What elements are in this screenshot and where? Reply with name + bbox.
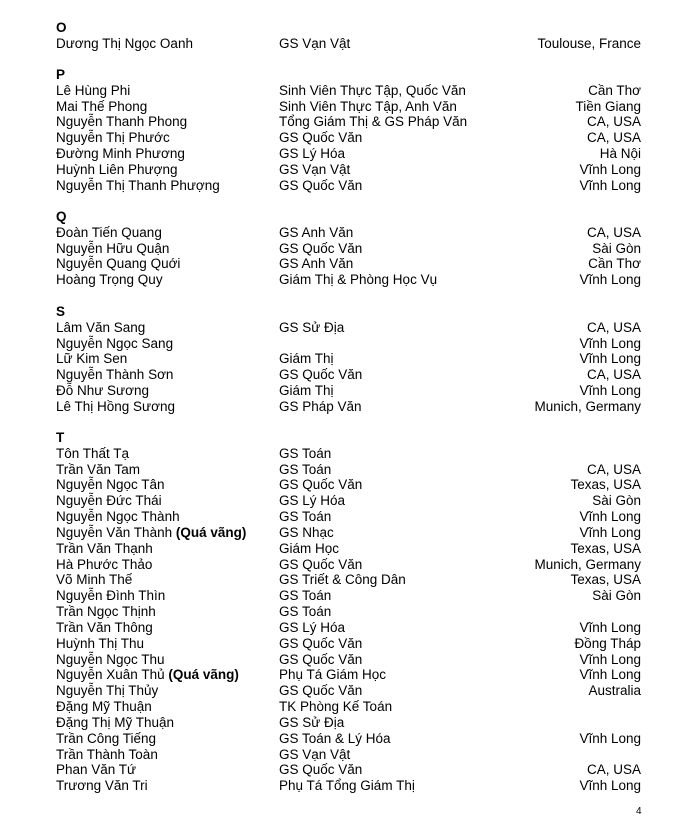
entry-name: Nguyễn Thành Sơn xyxy=(56,367,174,383)
entry-name: Trần Văn Thạnh xyxy=(56,540,153,556)
entry-role: Sinh Viên Thực Tập, Quốc Văn xyxy=(279,82,466,98)
entry-role: GS Toán xyxy=(279,509,332,525)
entry-name-cell xyxy=(56,272,163,288)
directory-entry xyxy=(0,462,698,478)
directory-entry xyxy=(0,715,698,731)
entry-location: Cần Thơ xyxy=(588,82,641,98)
entry-location: CA, USA xyxy=(586,130,641,146)
directory-entry xyxy=(0,130,698,146)
entry-name: Nguyễn Xuân Thủ xyxy=(56,667,165,683)
directory-entry xyxy=(0,604,698,620)
entry-name: Dương Thị Ngọc Oanh xyxy=(56,35,193,51)
entry-name: Đoàn Tiến Quang xyxy=(56,224,162,240)
entry-role: GS Toán xyxy=(279,588,332,604)
entry-location: Tiền Giang xyxy=(575,98,641,114)
directory-entry xyxy=(0,557,698,573)
page-number: 4 xyxy=(636,806,642,817)
directory-entry xyxy=(0,383,698,399)
entry-name: Đỗ Như Sương xyxy=(56,383,149,399)
directory-entry xyxy=(0,588,698,604)
entry-name-cell xyxy=(56,683,158,699)
entry-name: Hà Phước Thảo xyxy=(56,556,153,572)
entry-location: CA, USA xyxy=(586,319,641,335)
entry-role: Giám Thị xyxy=(279,383,334,399)
entry-location: Vĩnh Long xyxy=(579,667,641,683)
entry-location: Vĩnh Long xyxy=(579,651,641,667)
entry-name: Trần Ngọc Thịnh xyxy=(56,604,156,620)
entry-name: Nguyễn Ngọc Thu xyxy=(56,651,165,667)
entry-role: GS Sử Địa xyxy=(279,319,345,335)
entry-name: Phan Văn Tứ xyxy=(56,762,137,778)
directory-entry xyxy=(0,36,698,52)
directory-entry xyxy=(0,525,698,541)
directory-entry xyxy=(0,256,698,272)
entry-location: Vĩnh Long xyxy=(579,161,641,177)
entry-role: GS Anh Văn xyxy=(279,256,354,272)
directory-entry xyxy=(0,493,698,509)
entry-name-cell xyxy=(56,731,156,747)
entry-location: CA, USA xyxy=(586,461,641,477)
directory-entry xyxy=(0,509,698,525)
entry-location: Texas, USA xyxy=(570,540,641,556)
entry-name: Nguyễn Đình Thìn xyxy=(56,588,166,604)
entry-name: Trần Công Tiếng xyxy=(56,730,157,746)
entry-role: GS Sử Địa xyxy=(279,714,345,730)
entry-role: GS Quốc Văn xyxy=(279,177,363,193)
directory-entry xyxy=(0,162,698,178)
entry-name-cell xyxy=(56,572,132,588)
directory-entry xyxy=(0,225,698,241)
directory-entry xyxy=(0,652,698,668)
entry-name-cell xyxy=(56,557,152,573)
entry-role: TK Phòng Kế Toán xyxy=(279,699,393,715)
entry-location: Texas, USA xyxy=(570,477,641,493)
entry-name: Huỳnh Liên Phượng xyxy=(56,161,178,177)
entry-name-cell xyxy=(56,525,246,541)
entry-location: Munich, Germany xyxy=(534,398,641,414)
directory-entry xyxy=(0,683,698,699)
entry-name: Nguyễn Ngọc Thành xyxy=(56,509,180,525)
entry-role: Phụ Tá Tổng Giám Thị xyxy=(279,778,415,794)
entry-name-cell xyxy=(56,320,145,336)
entry-name-cell xyxy=(56,699,152,715)
entry-name: Lâm Văn Sang xyxy=(56,319,146,335)
entry-name-cell xyxy=(56,446,129,462)
entry-name: Mai Thế Phong xyxy=(56,98,148,114)
entry-name-cell xyxy=(56,778,148,794)
directory-entry xyxy=(0,762,698,778)
entry-location: Vĩnh Long xyxy=(579,730,641,746)
entry-location: Vĩnh Long xyxy=(579,619,641,635)
entry-role: Giám Thị xyxy=(279,351,334,367)
directory-entry xyxy=(0,99,698,115)
entry-name-cell xyxy=(56,241,169,257)
entry-deceased-note: (Quá vãng) xyxy=(168,667,239,683)
entry-role: GS Quốc Văn xyxy=(279,556,363,572)
entry-name-cell xyxy=(56,225,162,241)
entry-location: Vĩnh Long xyxy=(579,383,641,399)
entry-role: Tổng Giám Thị & GS Pháp Văn xyxy=(279,114,468,130)
entry-location: Hà Nội xyxy=(599,146,641,162)
entry-location: Vĩnh Long xyxy=(579,524,641,540)
entry-name: Nguyễn Thanh Phong xyxy=(56,114,188,130)
entry-role: GS Vạn Vật xyxy=(279,161,351,177)
entry-name-cell xyxy=(56,383,149,399)
entry-location: Texas, USA xyxy=(570,572,641,588)
directory-entry xyxy=(0,747,698,763)
entry-name-cell xyxy=(56,667,239,683)
entry-location: Cần Thơ xyxy=(588,256,641,272)
directory-entry xyxy=(0,367,698,383)
entry-name: Trần Văn Tam xyxy=(56,461,141,477)
entry-role: GS Nhạc xyxy=(279,524,334,540)
entry-name-cell xyxy=(56,351,127,367)
entry-location: CA, USA xyxy=(586,367,641,383)
entry-role: GS Quốc Văn xyxy=(279,762,363,778)
entry-role: GS Quốc Văn xyxy=(279,635,363,651)
entry-location: Sài Gòn xyxy=(592,588,641,604)
directory-entry xyxy=(0,636,698,652)
entry-name-cell xyxy=(56,462,140,478)
entry-role: GS Anh Văn xyxy=(279,224,354,240)
entry-location: Vĩnh Long xyxy=(579,509,641,525)
entry-location: Toulouse, France xyxy=(537,35,641,51)
entry-location: Australia xyxy=(588,683,641,699)
entry-location: Sài Gòn xyxy=(592,493,641,509)
entry-name-cell xyxy=(56,747,158,763)
directory-entry xyxy=(0,241,698,257)
entry-name: Nguyễn Thị Thủy xyxy=(56,683,159,699)
entry-name-cell xyxy=(56,162,177,178)
entry-name-cell xyxy=(56,604,156,620)
entry-location: CA, USA xyxy=(586,762,641,778)
directory-entry xyxy=(0,541,698,557)
directory-entry xyxy=(0,446,698,462)
entry-name-cell xyxy=(56,99,147,115)
entry-name: Nguyễn Ngọc Tân xyxy=(56,477,165,493)
entry-name: Nguyễn Thị Thanh Phượng xyxy=(56,177,220,193)
entry-name-cell xyxy=(56,178,220,194)
entry-name: Lê Thị Hồng Sương xyxy=(56,398,175,414)
entry-role: Giám Thị & Phòng Học Vụ xyxy=(279,272,438,288)
entry-name: Nguyễn Đức Thái xyxy=(56,493,162,509)
entry-name-cell xyxy=(56,36,193,52)
entry-name: Nguyễn Văn Thành xyxy=(56,524,173,540)
entry-name: Nguyễn Ngọc Sang xyxy=(56,335,174,351)
entry-name: Huỳnh Thị Thu xyxy=(56,635,145,651)
directory-entry xyxy=(0,572,698,588)
entry-role: GS Toán xyxy=(279,604,332,620)
entry-name-cell xyxy=(56,588,165,604)
entry-name-cell xyxy=(56,493,162,509)
entry-role: GS Quốc Văn xyxy=(279,240,363,256)
entry-name: Nguyễn Hữu Quận xyxy=(56,240,170,256)
entry-role: GS Toán xyxy=(279,461,332,477)
entry-role: GS Vạn Vật xyxy=(279,35,351,51)
entry-name: Tôn Thất Tạ xyxy=(56,445,130,461)
entry-role: GS Lý Hóa xyxy=(279,619,346,635)
entry-name: Đặng Mỹ Thuận xyxy=(56,699,152,715)
entry-role: GS Lý Hóa xyxy=(279,146,346,162)
directory-entry xyxy=(0,146,698,162)
entry-name-cell xyxy=(56,541,153,557)
directory-entry xyxy=(0,178,698,194)
entry-name-cell xyxy=(56,399,175,415)
entry-location: CA, USA xyxy=(586,114,641,130)
entry-location: Vĩnh Long xyxy=(579,778,641,794)
directory-entry xyxy=(0,114,698,130)
entry-name-cell xyxy=(56,256,180,272)
entry-name-cell xyxy=(56,620,153,636)
directory-entry xyxy=(0,399,698,415)
entry-role: GS Quốc Văn xyxy=(279,367,363,383)
entry-role: GS Quốc Văn xyxy=(279,683,363,699)
entry-role: Giám Học xyxy=(279,540,340,556)
entry-name-cell xyxy=(56,367,173,383)
directory-entry xyxy=(0,778,698,794)
entry-role: GS Quốc Văn xyxy=(279,130,363,146)
entry-name: Lữ Kim Sen xyxy=(56,351,128,367)
entry-name: Nguyễn Thị Phước xyxy=(56,130,170,146)
entry-role: Sinh Viên Thực Tập, Anh Văn xyxy=(279,98,457,114)
directory-entry xyxy=(0,667,698,683)
directory-entry xyxy=(0,477,698,493)
entry-name-cell xyxy=(56,715,174,731)
entry-location: Vĩnh Long xyxy=(579,272,641,288)
entry-name: Trần Văn Thông xyxy=(56,619,153,635)
entry-location: Sài Gòn xyxy=(592,240,641,256)
entry-location: Munich, Germany xyxy=(534,556,641,572)
entry-location: Đồng Tháp xyxy=(574,635,641,651)
directory-entry xyxy=(0,83,698,99)
directory-entry xyxy=(0,620,698,636)
entry-name-cell xyxy=(56,83,130,99)
directory-entry xyxy=(0,272,698,288)
directory-entry xyxy=(0,320,698,336)
directory-entry xyxy=(0,699,698,715)
section-letter: S xyxy=(56,304,66,319)
entry-name-cell xyxy=(56,130,170,146)
entry-name-cell xyxy=(56,114,187,130)
entry-name: Nguyễn Quang Quới xyxy=(56,256,181,272)
entry-name: Hoàng Trọng Quy xyxy=(56,272,163,288)
entry-name: Đặng Thị Mỹ Thuận xyxy=(56,714,175,730)
entry-name: Võ Minh Thế xyxy=(56,572,133,588)
entry-name: Đường Minh Phương xyxy=(56,146,185,162)
entry-name-cell xyxy=(56,336,173,352)
entry-role: GS Pháp Văn xyxy=(279,398,362,414)
entry-location: Vĩnh Long xyxy=(579,335,641,351)
entry-name-cell xyxy=(56,762,136,778)
entry-location: CA, USA xyxy=(586,224,641,240)
entry-role: GS Quốc Văn xyxy=(279,477,363,493)
section-letter: P xyxy=(56,67,66,82)
section-letter: T xyxy=(56,430,65,445)
entry-name: Lê Hùng Phi xyxy=(56,82,131,98)
directory-entry xyxy=(0,731,698,747)
directory-entry xyxy=(0,336,698,352)
entry-name: Trương Văn Tri xyxy=(56,778,148,794)
entry-location: Vĩnh Long xyxy=(579,351,641,367)
entry-role: GS Triết & Công Dân xyxy=(279,572,406,588)
entry-name-cell xyxy=(56,146,185,162)
entry-role: GS Lý Hóa xyxy=(279,493,346,509)
entry-role: GS Toán & Lý Hóa xyxy=(279,730,391,746)
entry-name-cell xyxy=(56,477,165,493)
entry-location: Vĩnh Long xyxy=(579,177,641,193)
section-letter: O xyxy=(56,20,67,35)
entry-role: Phụ Tá Giám Học xyxy=(279,667,387,683)
entry-name-cell xyxy=(56,509,180,525)
entry-name: Trần Thành Toàn xyxy=(56,746,158,762)
entry-name-cell xyxy=(56,652,165,668)
entry-deceased-note: (Quá vãng) xyxy=(175,524,247,540)
entry-name-cell xyxy=(56,636,144,652)
entry-role: GS Toán xyxy=(279,445,332,461)
entry-role: GS Vạn Vật xyxy=(279,746,351,762)
entry-role: GS Quốc Văn xyxy=(279,651,363,667)
section-letter: Q xyxy=(56,209,67,224)
directory-entry xyxy=(0,351,698,367)
